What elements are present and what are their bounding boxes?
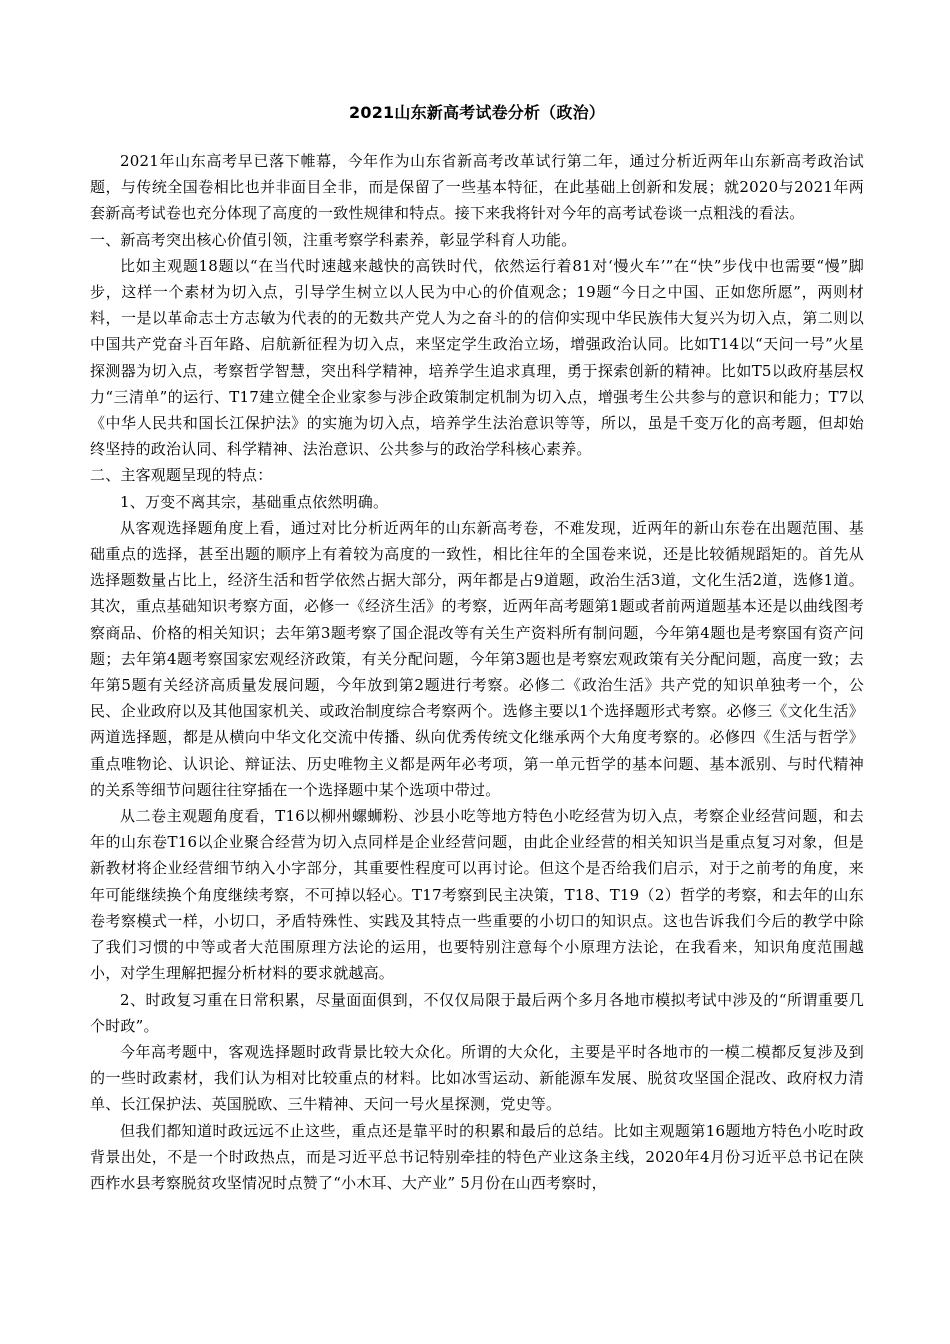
document-body xyxy=(90,100,864,1196)
paragraph-current-affairs: 今年高考题中，客观选择题时政背景比较大众化。所谓的大众化，主要是平时各地市的一模二模都反复涉及到的一些时政素材，我们认为相对比较重点的材料。比如冰雪运动、新能源车发展、脱贫攻坚国企混改、政府权力清单、长江保护法、英国脱欧、三牛精神、天问一号火星探测，党史等。 xyxy=(90,1042,864,1114)
document-title: 2021山东新高考试卷分析（政治） xyxy=(349,103,605,122)
section-heading-1: 一、新高考突出核心价值引领，注重考察学科素养，彰显学科育人功能。 xyxy=(90,230,577,249)
paragraph-accumulation: 但我们都知道时政远远不止这些，重点还是靠平时的积累和最后的总结。比如主观题第16题地方特色小吃时政背景出处，不是一个时政热点，而是习近平总书记特别牵挂的特色产业这条主线，2020年4月份习近平总书记在陕西柞水县考察脱贫攻坚情况时点赞了“小木耳、大产业” 5月份在山西考察时， xyxy=(90,1121,864,1192)
section-heading-2: 二、主客观题呈现的特点： xyxy=(90,466,273,485)
paragraph-core-values: 比如主观题18题以“在当代时速越来越快的高铁时代，依然运行着81对‘慢火车’”在“快”步伐中也需要“慢”脚步，这样一个素材为切入点，引导学生树立以人民为中心的价值观念；19题“今日之中国、正如您所愿”，两则材料，一是以革命志士方志敏为代表的的无数共产党人为之奋斗的的信仰实现中华民族伟大复兴为切入点，第二则以中国共产党奋斗百年路、启航新征程为切入点，来坚定学生政治立场，增强政治认同。比如T14以“天问一号”火星探测器为切入点，考察哲学智慧，突出科学精神，培养学生追求真理，勇于探索创新的精神。比如T5以政府基层权力“三清单”的运行、T17建立健全企业家参与涉企政策制定机制为切入点，增强考生公共参与的意识和能力；T7以《中华人民共和国长江保护法》的实施为切入点，培养学生法治意识等等，所以，虽是千变万化的高考题，但却始终坚持的政治认同、科学精神、法治意识、公共参与的政治学科核心素养。 xyxy=(90,256,864,459)
paragraph-objective-questions: 从客观选择题角度上看，通过对比分析近两年的山东新高考卷，不难发现，近两年的新山东卷在出题范围、基础重点的选择，甚至出题的顺序上有着较为高度的一致性，相比往年的全国卷来说，还是比较循规蹈矩的。首先从选择题数量占比上，经济生活和哲学依然占据大部分，两年都是占9道题，政治生活3道，文化生活2道，选修1道。其次，重点基础知识考察方面，必修一《经济生活》的考察，近两年高考题第1题或者前两道题基本还是以曲线图考察商品、价格的相关知识；去年第3题考察了国企混改等有关生产资料所有制问题，今年第4题也是考察国有资产问题；去年第4题考察国家宏观经济政策，有关分配问题，今年第3题也是考察宏观政策有关分配问题，高度一致；去年第5题有关经济高质量发展问题，今年放到第2题进行考察。必修二《政治生活》共产党的知识单独考一个，公民、企业政府以及其他国家机关、或政治制度综合考察两个。选修主要以1个选择题形式考察。必修三《文化生活》两道选择题，都是从横向中华文化交流中传播、纵向优秀传统文化继承两个大角度考察的。必修四《生活与哲学》重点唯物论、认识论、辩证法、历史唯物主义都是两年必考项，第一单元哲学的基本问题、基本派别、与时代精神的关系等细节问题往往穿插在一个选择题中某个选项中带过。 xyxy=(90,518,864,799)
paragraph-subjective-questions: 从二卷主观题角度看，T16以柳州螺蛳粉、沙县小吃等地方特色小吃经营为切入点，考察企业经营问题，和去年的山东卷T16以企业聚合经营为切入点同样是企业经营问题，由此企业经营的相关知识当是重点复习对象，但是新教材将企业经营细节纳入小字部分，其重要性程度可以再讨论。但这个是否给我们启示，对于之前考的角度，来年可能继续换个角度继续考察，不可掉以轻心。T17考察到民主决策，T18、T19（2）哲学的考察，和去年的山东卷考察模式一样，小切口，矛盾特殊性、实践及其特点一些重要的小切口的知识点。这也告诉我们今后的教学中除了我们习惯的中等或者大范围原理方法论的运用，也要特别注意每个小原理方法论，在我看来，知识角度范围越小，对学生理解把握分析材料的要求就越高。 xyxy=(90,807,864,983)
subheading-1: 1、万变不离其宗，基础重点依然明确。 xyxy=(120,492,389,511)
paragraph-intro: 2021年山东高考早已落下帷幕，今年作为山东省新高考改革试行第二年，通过分析近两年山东新高考政治试题，与传统全国卷相比也并非面目全非，而是保留了一些基本特征，在此基础上创新和发展；就2020与2021年两套新高考试卷也充分体现了高度的一致性规律和特点。接下来我将针对今年的高考试卷谈一点粗浅的看法。 xyxy=(90,152,864,223)
subheading-2: 2、时政复习重在日常积累，尽量面面俱到，不仅仅局限于最后两个多月各地市模拟考试中涉及的“所谓重要几个时政”。 xyxy=(90,990,864,1035)
